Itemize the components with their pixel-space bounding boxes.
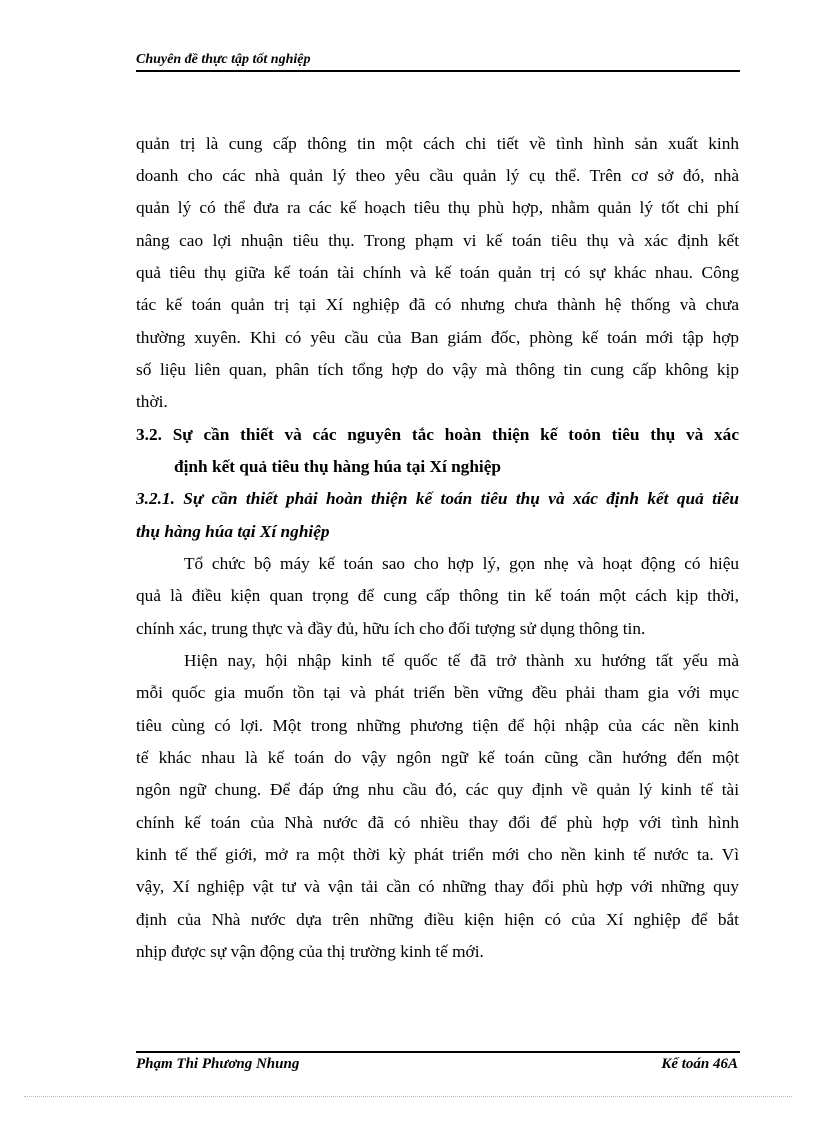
paragraph-line: chính kế toán của Nhà nước đã có nhiều thay đổi để phù hợp với tình hình xyxy=(136,813,739,832)
paragraph-line: kinh tế thế giới, mở ra một thời kỳ phát triển mới cho nền kinh tế nước ta. Vì xyxy=(136,845,739,864)
paragraph-line: Hiện nay, hội nhập kinh tế quốc tế đã trở thành xu hướng tất yếu mà xyxy=(184,651,739,670)
paragraph-line: quản lý có thể đưa ra các kế hoạch tiêu thụ phù hợp, nhằm quản lý tốt chi phí xyxy=(136,198,739,217)
paragraph-line: doanh cho các nhà quản lý theo yêu cầu quản lý cụ thể. Trên cơ sở đó, nhà xyxy=(136,166,739,185)
paragraph-line: chính xác, trung thực và đầy đủ, hữu ích cho đối tượng sử dụng thông tin. xyxy=(136,619,646,638)
paragraph-line: định của Nhà nước dựa trên những điều kiện hiện có của Xí nghiệp để bắt xyxy=(136,910,739,929)
paragraph-line: thời. xyxy=(136,392,168,411)
paragraph-line: thường xuyên. Khi có yêu cầu của Ban giám đốc, phòng kế toán mới tập hợp xyxy=(136,328,739,347)
subsection-heading-cont: thụ hàng húa tại Xí nghiệp xyxy=(136,522,330,541)
paragraph-line: quả là điều kiện quan trọng để cung cấp thông tin kế toán một cách kịp thời, xyxy=(136,586,739,605)
paragraph-line: nâng cao lợi nhuận tiêu thụ. Trong phạm vi kế toán tiêu thụ và xác định kết xyxy=(136,231,739,250)
paragraph-line: tác kế toán quản trị tại Xí nghiệp đã có nhưng chưa thành hệ thống và chưa xyxy=(136,295,739,314)
paragraph-line: ngôn ngữ chung. Để đáp ứng nhu cầu đó, các quy định về quản lý kinh tế tài xyxy=(136,780,739,799)
page-bottom-divider xyxy=(24,1096,792,1097)
page-header xyxy=(136,48,740,72)
footer-class: Kế toán 46A xyxy=(661,1056,738,1072)
paragraph-line: vậy, Xí nghiệp vật tư và vận tải cần có những thay đổi phù hợp với những quy xyxy=(136,877,739,896)
section-heading-cont: định kết quả tiêu thụ hàng húa tại Xí nghiệp xyxy=(174,457,502,476)
subsection-heading: 3.2.1. Sự cần thiết phải hoàn thiện kế toán tiêu thụ và xác định kết quả tiêu xyxy=(136,489,739,508)
footer-divider xyxy=(136,1051,740,1053)
paragraph-line: Tổ chức bộ máy kế toán sao cho hợp lý, gọn nhẹ và hoạt động có hiệu xyxy=(184,554,739,573)
header-title: Chuyên đề thực tập tốt nghiệp xyxy=(136,52,311,67)
paragraph-line: tiêu cùng có lợi. Một trong những phương tiện để hội nhập của các nền kinh xyxy=(136,716,739,735)
paragraph-line: tế khác nhau là kế toán do vậy ngôn ngữ kế toán cũng cần hướng đến một xyxy=(136,748,739,767)
paragraph-line: quản trị là cung cấp thông tin một cách chi tiết về tình hình sản xuất kinh xyxy=(136,134,739,153)
paragraph-line: mỗi quốc gia muốn tồn tại và phát triển bền vững đều phải tham gia với mục xyxy=(136,683,739,702)
paragraph-line: nhịp được sự vận động của thị trường kinh tế mới. xyxy=(136,942,484,961)
paragraph-line: số liệu liên quan, phân tích tổng hợp do vậy mà thông tin cung cấp không kịp xyxy=(136,360,739,379)
footer-author: Phạm Thi Phương Nhung xyxy=(136,1056,300,1072)
section-heading: 3.2. Sự cần thiết và các nguyên tắc hoàn thiện kế toỏn tiêu thụ và xác xyxy=(136,425,739,444)
paragraph-line: quả tiêu thụ giữa kế toán tài chính và kế toán quản trị có sự khác nhau. Công xyxy=(136,263,739,282)
